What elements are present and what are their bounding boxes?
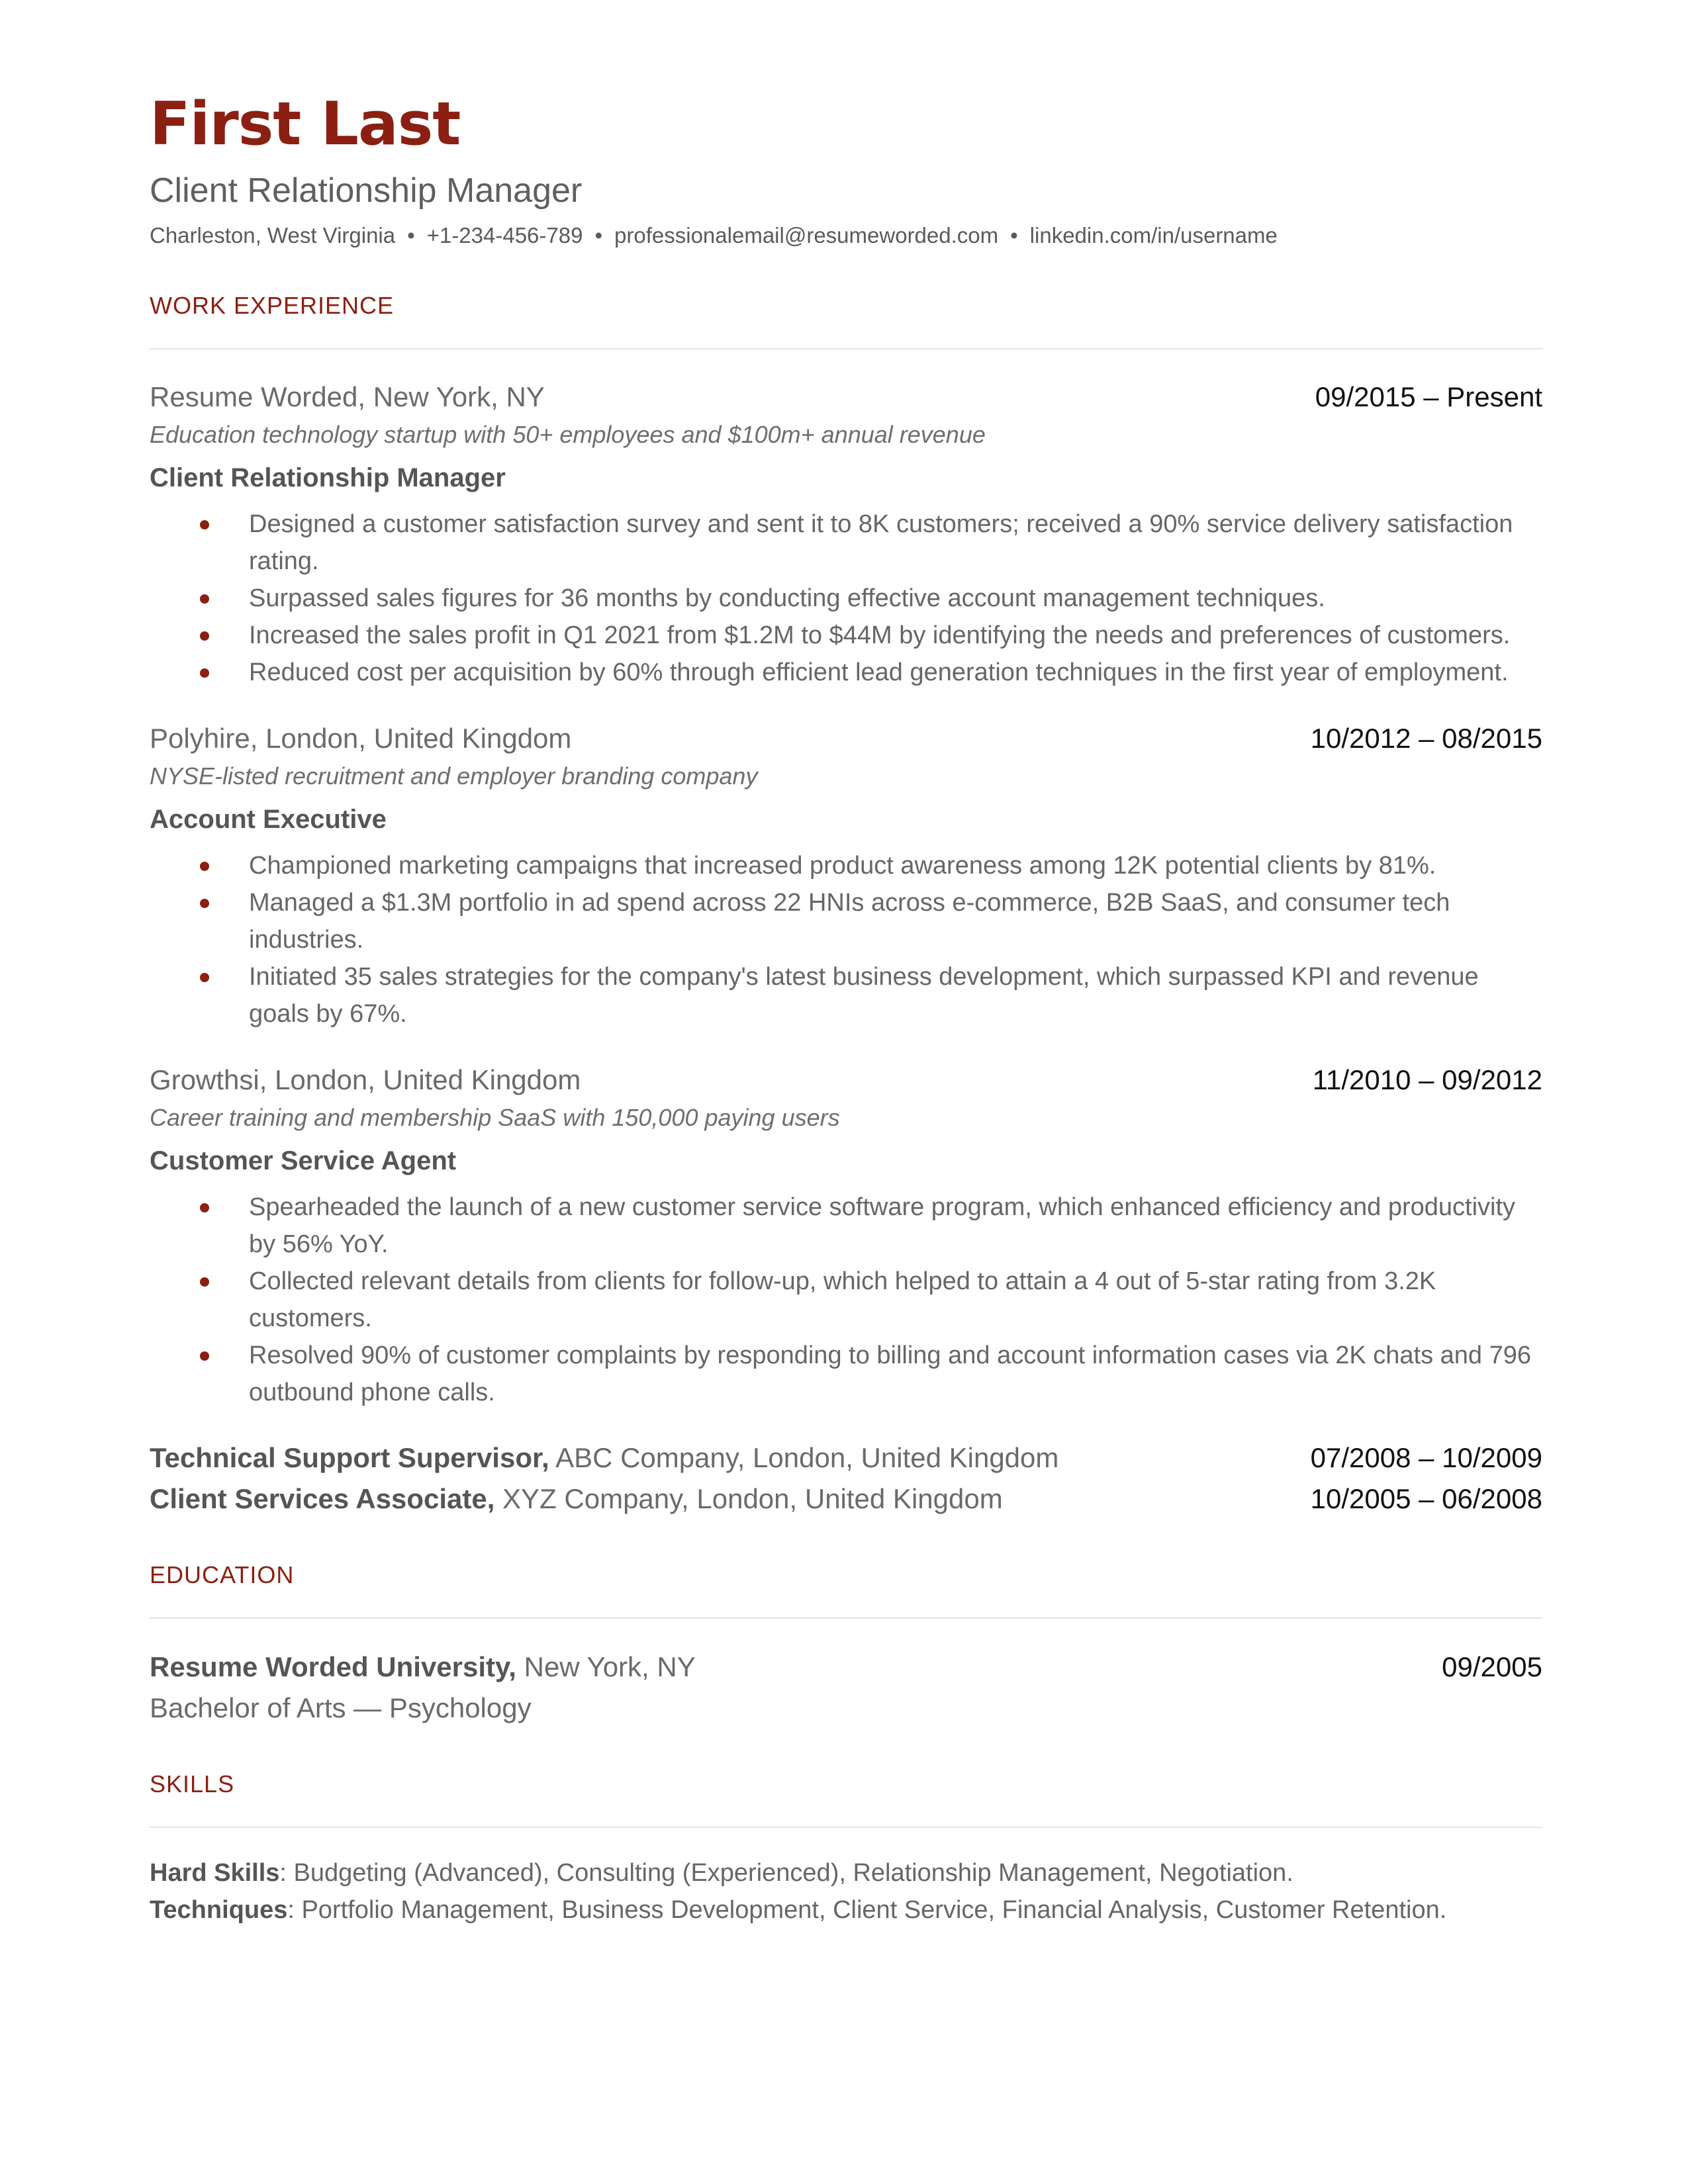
contact-linkedin[interactable]: linkedin.com/in/username (1029, 223, 1278, 248)
previous-role-title: Client Services Associate, (150, 1483, 495, 1514)
education-school: Resume Worded University, (150, 1651, 516, 1682)
job-entry (150, 379, 1542, 691)
contact-separator: • (594, 223, 603, 248)
job-bullet: Spearheaded the launch of a new customer service software program, which enhanced efficiency and productivity by 56% YoY. (150, 1189, 1542, 1263)
contact-email[interactable]: professionalemail@resumeworded.com (614, 223, 999, 248)
contact-phone: +1-234-456-789 (426, 223, 583, 248)
job-role: Customer Service Agent (150, 1146, 457, 1175)
education-degree: Bachelor of Arts — Psychology (150, 1692, 532, 1723)
job-bullet: Initiated 35 sales strategies for the company's latest business development, which surpassed KPI and revenue goals by 67%. (150, 958, 1542, 1032)
job-bullet: Resolved 90% of customer complaints by responding to billing and account information cases via 2K chats and 796 outbound phone calls. (150, 1337, 1542, 1411)
previous-role-dates: 07/2008 – 10/2009 (1310, 1442, 1542, 1473)
section-heading-work-experience: WORK EXPERIENCE (150, 291, 1542, 349)
job-bullet: Championed marketing campaigns that increased product awareness among 12K potential clients by 81%. (150, 847, 1542, 884)
job-bullet: Increased the sales profit in Q1 2021 from $1.2M to $44M by identifying the needs and preferences of customers. (150, 617, 1542, 654)
skills-hard-label: Hard Skills (150, 1859, 280, 1887)
previous-role-text (150, 1479, 1003, 1520)
previous-role-title: Technical Support Supervisor, (150, 1442, 549, 1473)
job-dates: 10/2012 – 08/2015 (1310, 723, 1542, 754)
previous-role-row (150, 1479, 1542, 1520)
job-bullet: Reduced cost per acquisition by 60% through efficient lead generation techniques in the first year of employment. (150, 654, 1542, 691)
skills-list (150, 1854, 1542, 1929)
skills-hard (150, 1854, 1542, 1891)
job-bullet: Surpassed sales figures for 36 months by conducting effective account management techniques. (150, 580, 1542, 617)
previous-role-company: ABC Company, London, United Kingdom (555, 1442, 1059, 1473)
education-location: New York, NY (524, 1651, 696, 1682)
job-company-description: NYSE-listed recruitment and employer branding company (150, 762, 758, 790)
resume-content (150, 85, 1542, 1929)
job-company: Resume Worded, New York, NY (150, 381, 545, 412)
skills-techniques-label: Techniques (150, 1896, 288, 1924)
section-heading-education: EDUCATION (150, 1561, 1542, 1619)
job-header (150, 379, 1542, 416)
job-company-description: Education technology startup with 50+ employees and $100m+ annual revenue (150, 421, 986, 448)
candidate-title: Client Relationship Manager (150, 171, 583, 210)
skills-techniques-value: : Portfolio Management, Business Development, Client Service, Financial Analysis, Customer Retention. (287, 1896, 1447, 1924)
contact-separator: • (1010, 223, 1018, 248)
job-dates: 09/2015 – Present (1315, 381, 1542, 412)
job-dates: 11/2010 – 09/2012 (1312, 1064, 1542, 1095)
job-header (150, 720, 1542, 757)
job-bullets (150, 1189, 1542, 1411)
job-bullets (150, 847, 1542, 1032)
contact-separator: • (407, 223, 415, 248)
job-bullet: Designed a customer satisfaction survey and sent it to 8K customers; received a 90% service delivery satisfaction rating. (150, 506, 1542, 580)
previous-role-row (150, 1437, 1542, 1479)
previous-role-text (150, 1437, 1058, 1479)
job-entry (150, 720, 1542, 1032)
previous-role-dates: 10/2005 – 06/2008 (1310, 1483, 1542, 1514)
education-entry (150, 1647, 1542, 1729)
contact-line (150, 221, 1542, 250)
job-bullets (150, 506, 1542, 691)
previous-roles (150, 1437, 1542, 1520)
job-company: Growthsi, London, United Kingdom (150, 1064, 581, 1095)
job-entry (150, 1062, 1542, 1411)
previous-role-company: XYZ Company, London, United Kingdom (502, 1483, 1003, 1514)
job-role: Client Relationship Manager (150, 463, 506, 492)
skills-techniques (150, 1891, 1542, 1929)
skills-hard-value: : Budgeting (Advanced), Consulting (Experienced), Relationship Management, Negotiation. (279, 1859, 1293, 1887)
education-date: 09/2005 (1442, 1651, 1542, 1682)
candidate-name: First Last (150, 89, 461, 159)
job-header (150, 1062, 1542, 1099)
education-school-line (150, 1647, 696, 1688)
job-company-description: Career training and membership SaaS with 150,000 paying users (150, 1104, 840, 1131)
job-bullet: Managed a $1.3M portfolio in ad spend across 22 HNIs across e-commerce, B2B SaaS, and consumer tech industries. (150, 884, 1542, 958)
job-company: Polyhire, London, United Kingdom (150, 723, 572, 754)
job-bullet: Collected relevant details from clients for follow-up, which helped to attain a 4 out of 5-star rating from 3.2K customers. (150, 1263, 1542, 1337)
education-header (150, 1647, 1542, 1688)
section-heading-skills: SKILLS (150, 1770, 1542, 1828)
job-role: Account Executive (150, 805, 387, 834)
contact-location: Charleston, West Virginia (150, 223, 396, 248)
